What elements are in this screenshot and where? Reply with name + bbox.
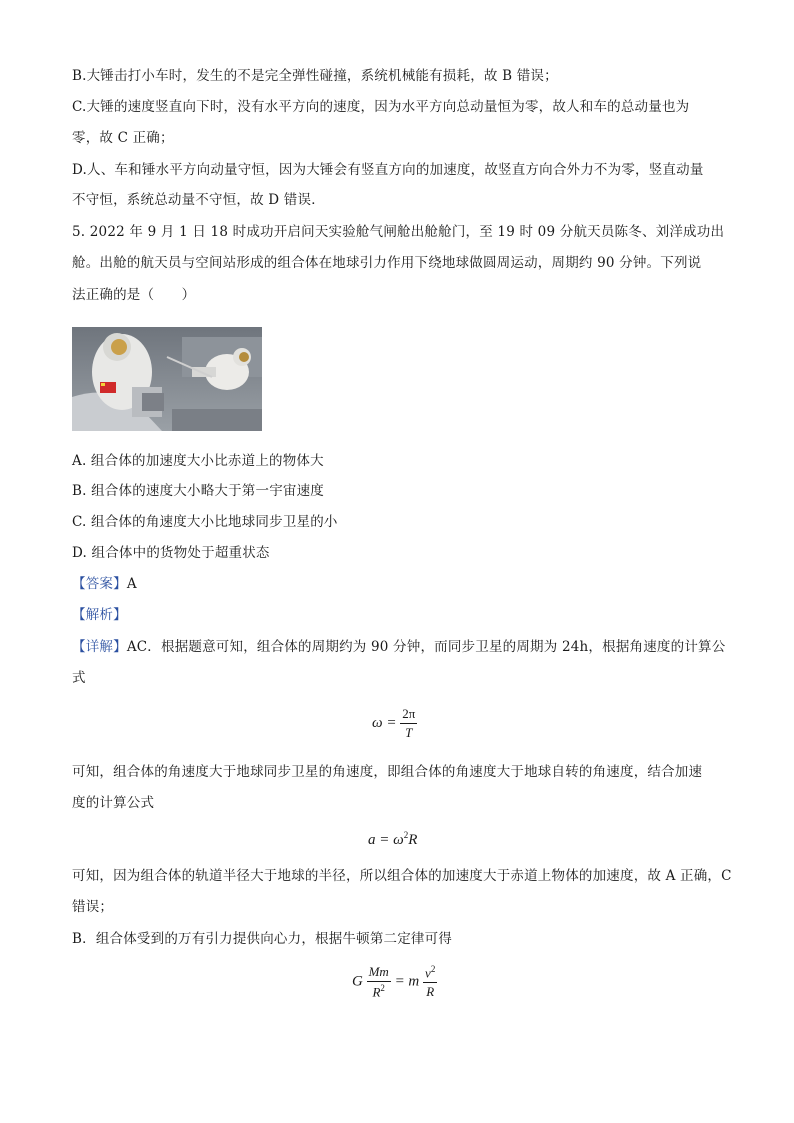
option-b: B. 组合体的速度大小略大于第一宇宙速度 (72, 483, 325, 499)
text-line-2: C.大锤的速度竖直向下时，没有水平方向的速度，因为水平方向总动量恒为零，故人和车的总动量也为 (72, 99, 690, 115)
question-stem-line-2: 舱。出舱的航天员与空间站形成的组合体在地球引力作用下绕地球做圆周运动，周期约 90 分钟。下列说 (72, 255, 702, 271)
formula-acceleration: $a = \omega^2R$ (368, 830, 418, 848)
option-a: A. 组合体的加速度大小比赤道上的物体大 (72, 453, 324, 469)
detail-line-1: 【详解】AC．根据题意可知，组合体的周期约为 90 分钟，而同步卫星的周期为 24h，根据角速度的计算公 (72, 639, 726, 655)
answer-line (72, 574, 137, 594)
formula-gravitation: G $\frac{Mm}{R^2}$ = m $\frac{v^2}{R}$ (352, 964, 436, 1000)
formula-omega: ω = $\frac{2\pi}{T}$ (372, 706, 416, 740)
detail-line-5: 可知，因为组合体的轨道半径大于地球的半径，所以组合体的加速度大于赤道上物体的加速度，故 A 正确，C (72, 868, 732, 884)
detail-line-6: 错误； (72, 899, 114, 915)
option-c: C. 组合体的角速度大小比地球同步卫星的小 (72, 514, 338, 530)
question-stem-line-1: 5. 2022 年 9 月 1 日 18 时成功开启问天实验舱气闸舱出舱舱门，至 19 时 09 分航天员陈冬、刘洋成功出 (72, 224, 725, 240)
text-line-5: 不守恒，系统总动量不守恒，故 D 错误． (72, 192, 325, 208)
text-line-1: B.大锤击打小车时，发生的不是完全弹性碰撞，系统机械能有损耗，故 B 错误； (72, 68, 558, 84)
detail-line-4: 度的计算公式 (72, 795, 155, 811)
analysis-label: 【解析】 (72, 607, 127, 623)
detail-line-2: 式 (72, 670, 86, 686)
astronaut-illustration (72, 327, 262, 431)
option-d: D. 组合体中的货物处于超重状态 (72, 545, 270, 561)
detail-line-3: 可知，组合体的角速度大于地球同步卫星的角速度，即组合体的角速度大于地球自转的角速度，结合加速 (72, 764, 703, 780)
text-line-3: 零，故 C 正确； (72, 130, 174, 146)
answer-label: 【答案】 (72, 576, 127, 592)
detail-line-7: B．组合体受到的万有引力提供向心力，根据牛顿第二定律可得 (72, 931, 453, 947)
question-stem-line-3: 法正确的是（ ） (72, 287, 196, 303)
text-line-4: D.人、车和锤水平方向动量守恒，因为大锤会有竖直方向的加速度，故竖直方向合外力不为零，竖直动量 (72, 162, 704, 178)
answer-value: A (126, 576, 137, 592)
astronaut-photo (72, 327, 262, 431)
detail-label: 【详解】 (72, 639, 127, 655)
